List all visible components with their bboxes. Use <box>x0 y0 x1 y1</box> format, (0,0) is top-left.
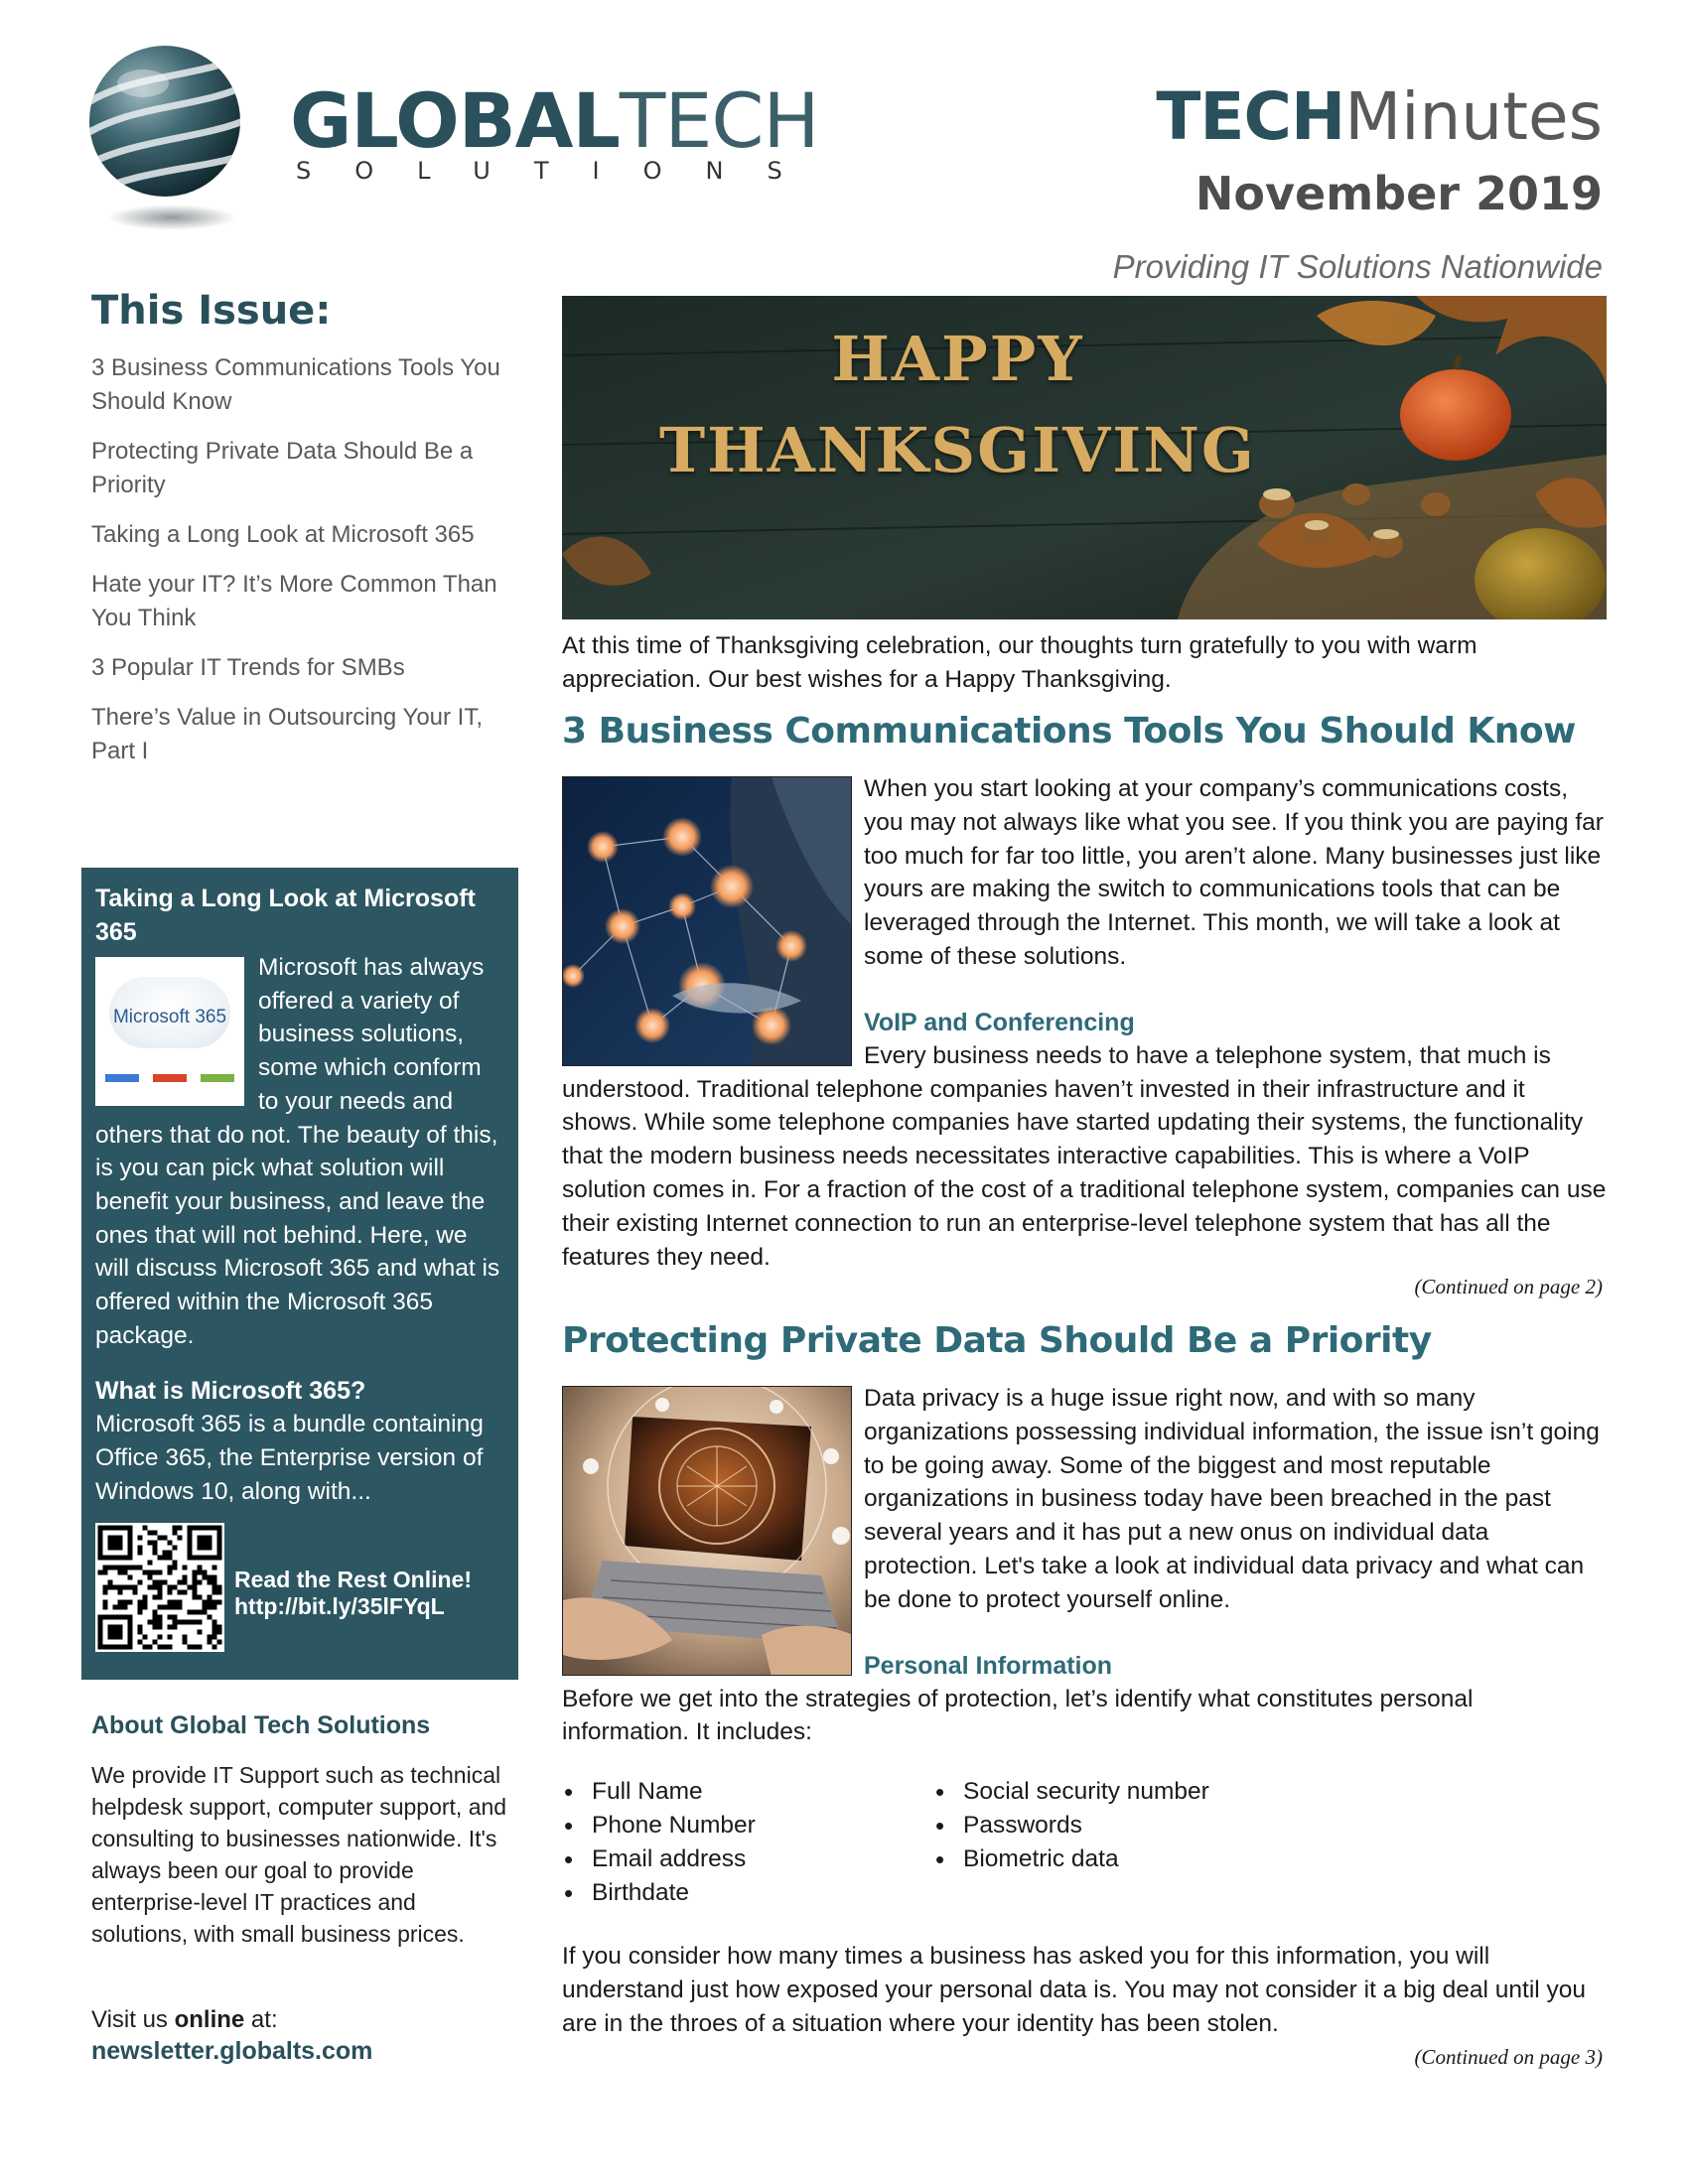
article-2-paragraph-3: If you consider how many times a business has asked you for this information, you will understand just how exposed your personal data is. You may not consider it a big deal until you are in the throes of a situation where your identity has been stolen. <box>562 1943 1587 2037</box>
about-title: About Global Tech Solutions <box>91 1711 431 1739</box>
list-item: • Biometric data <box>933 1843 1209 1876</box>
article-2-title: Protecting Private Data Should Be a Priority <box>562 1320 1432 1361</box>
issue-date: November 2019 <box>1195 167 1603 220</box>
toc-item[interactable]: 3 Popular IT Trends for SMBs <box>91 654 405 681</box>
microsoft-365-logo-text: Microsoft 365 <box>112 1007 227 1027</box>
app-logos-strip <box>105 1074 234 1082</box>
article-1-paragraph-1: When you start looking at your company’s communications costs, you may not always like what you see. If you think you are paying far too much for far too little, you aren’t alone. Many businesses just like yours are making the switch to communications tools that can be leveraged through the Internet. This month, we will take a look at some of these solutions. <box>864 775 1604 970</box>
thanksgiving-caption: At this time of Thanksgiving celebration, our thoughts turn gratefully to you with warm appreciation. Our best wishes for a Happy Thanksgiving. <box>562 632 1477 693</box>
article-1-subhead: VoIP and Conferencing <box>864 1008 1135 1036</box>
list-item: • Birthdate <box>562 1876 756 1910</box>
microsoft-365-logo-icon <box>95 957 244 1106</box>
toc-item[interactable]: Taking a Long Look at Microsoft 365 <box>91 521 475 548</box>
microsoft-365-sidebar <box>81 868 518 1680</box>
tagline: Providing IT Solutions Nationwide <box>1112 248 1603 285</box>
article-1-title: 3 Business Communications Tools You Should Know <box>562 711 1576 751</box>
article-2-body <box>562 1382 1607 1749</box>
visit-prefix: Visit us <box>91 2006 175 2033</box>
list-item: • Social security number <box>933 1775 1209 1809</box>
article-2-paragraph-2: Before we get into the strategies of protection, let’s identify what constitutes personal information. It includes: <box>562 1685 1474 1746</box>
list-item: • Full Name <box>562 1775 756 1809</box>
laptop-data-image <box>562 1386 852 1676</box>
article-1-paragraph-2: Every business needs to have a telephone system, that much is understood. Traditional telephone companies haven’t invested in their infrastructure and it shows. While some telephone companies have started updating their systems, the functionality that the modern business needs necessitates interactive capabilities. This is where a VoIP solution comes in. For a fraction of the cost of a traditional telephone system, companies can use their existing Internet connection to run an enterprise-level telephone system that has all the features they need. <box>562 1041 1607 1271</box>
thanksgiving-banner <box>562 296 1607 619</box>
list-item: • Phone Number <box>562 1809 756 1843</box>
banner-title <box>659 314 1256 496</box>
visit-line <box>91 2003 278 2037</box>
read-more-url: http://bit.ly/35lFYqL <box>234 1592 445 1619</box>
table-of-contents <box>91 351 508 784</box>
visit-suffix: at: <box>244 2006 278 2033</box>
list-item: • Email address <box>562 1843 756 1876</box>
banner-line-2: THANKSGIVING <box>659 414 1256 486</box>
company-logo-wordmark <box>290 76 819 165</box>
bullet-column-2 <box>933 1775 1209 1876</box>
toc-title: This Issue: <box>91 288 332 334</box>
article-2-subhead: Personal Information <box>864 1651 1113 1680</box>
network-people-image <box>562 776 852 1066</box>
logo-shadow <box>107 205 236 230</box>
sidebar-subhead: What is Microsoft 365? <box>95 1377 366 1406</box>
list-item: • Passwords <box>933 1809 1209 1843</box>
read-more-link[interactable] <box>234 1567 472 1620</box>
toc-item[interactable]: 3 Business Communications Tools You Should Know <box>91 354 500 415</box>
logo-subtitle: SOLUTIONS <box>296 157 826 185</box>
qr-row <box>95 1523 504 1662</box>
toc-item[interactable]: There’s Value in Outsourcing Your IT, Part I <box>91 704 484 764</box>
toc-item[interactable]: Hate your IT? It’s More Common Than You Think <box>91 571 497 631</box>
website-link[interactable]: newsletter.globalts.com <box>91 2037 373 2065</box>
qr-code-icon[interactable] <box>95 1523 224 1652</box>
masthead-bold: TECH <box>1156 78 1345 155</box>
bullet-column-1 <box>562 1775 756 1910</box>
logo-word-bold: GLOBAL <box>290 76 620 165</box>
read-more-label: Read the Rest Online! <box>234 1566 472 1592</box>
logo-word-light: TECH <box>619 76 819 165</box>
article-2-paragraph-1: Data privacy is a huge issue right now, and with so many organizations possessing individual information, the issue isn’t going to be going away. Some of the biggest and most reputable organizations in business today have been breached in the past several years and it has put a new onus on individual data protection. Let's take a look at individual data privacy and what can be done to protect yourself online. <box>864 1385 1600 1613</box>
article-1-continued: (Continued on page 2) <box>1414 1275 1603 1298</box>
toc-item[interactable]: Protecting Private Data Should Be a Priority <box>91 438 474 498</box>
newsletter-masthead <box>1156 79 1603 155</box>
sidebar-text-1: Microsoft has always offered a variety of business solutions, some which conform to your needs and others that do not. The beauty of this, is you can pick what solution will benefit your business, and leave the ones that will not behind. Here, we will discuss Microsoft 365 and what is offered within the Microsoft 365 package. <box>95 954 500 1349</box>
masthead-light: Minutes <box>1344 78 1603 155</box>
banner-line-1: HAPPY <box>831 323 1084 395</box>
article-1-body <box>562 772 1607 1274</box>
sidebar-intro <box>95 951 504 1352</box>
globe-logo-icon <box>85 42 244 201</box>
article-2-continued: (Continued on page 3) <box>1414 2045 1603 2069</box>
sidebar-text-2: Microsoft 365 is a bundle containing Office 365, the Enterprise version of Windows 10, along with... <box>95 1411 484 1505</box>
sidebar-title: Taking a Long Look at Microsoft 365 <box>95 885 476 946</box>
about-text: We provide IT Support such as technical helpdesk support, computer support, and consulting to businesses nationwide. It's always been our goal to provide enterprise-level IT practices and solutions, with small business prices. <box>91 1762 507 1947</box>
visit-bold: online <box>174 2006 245 2033</box>
